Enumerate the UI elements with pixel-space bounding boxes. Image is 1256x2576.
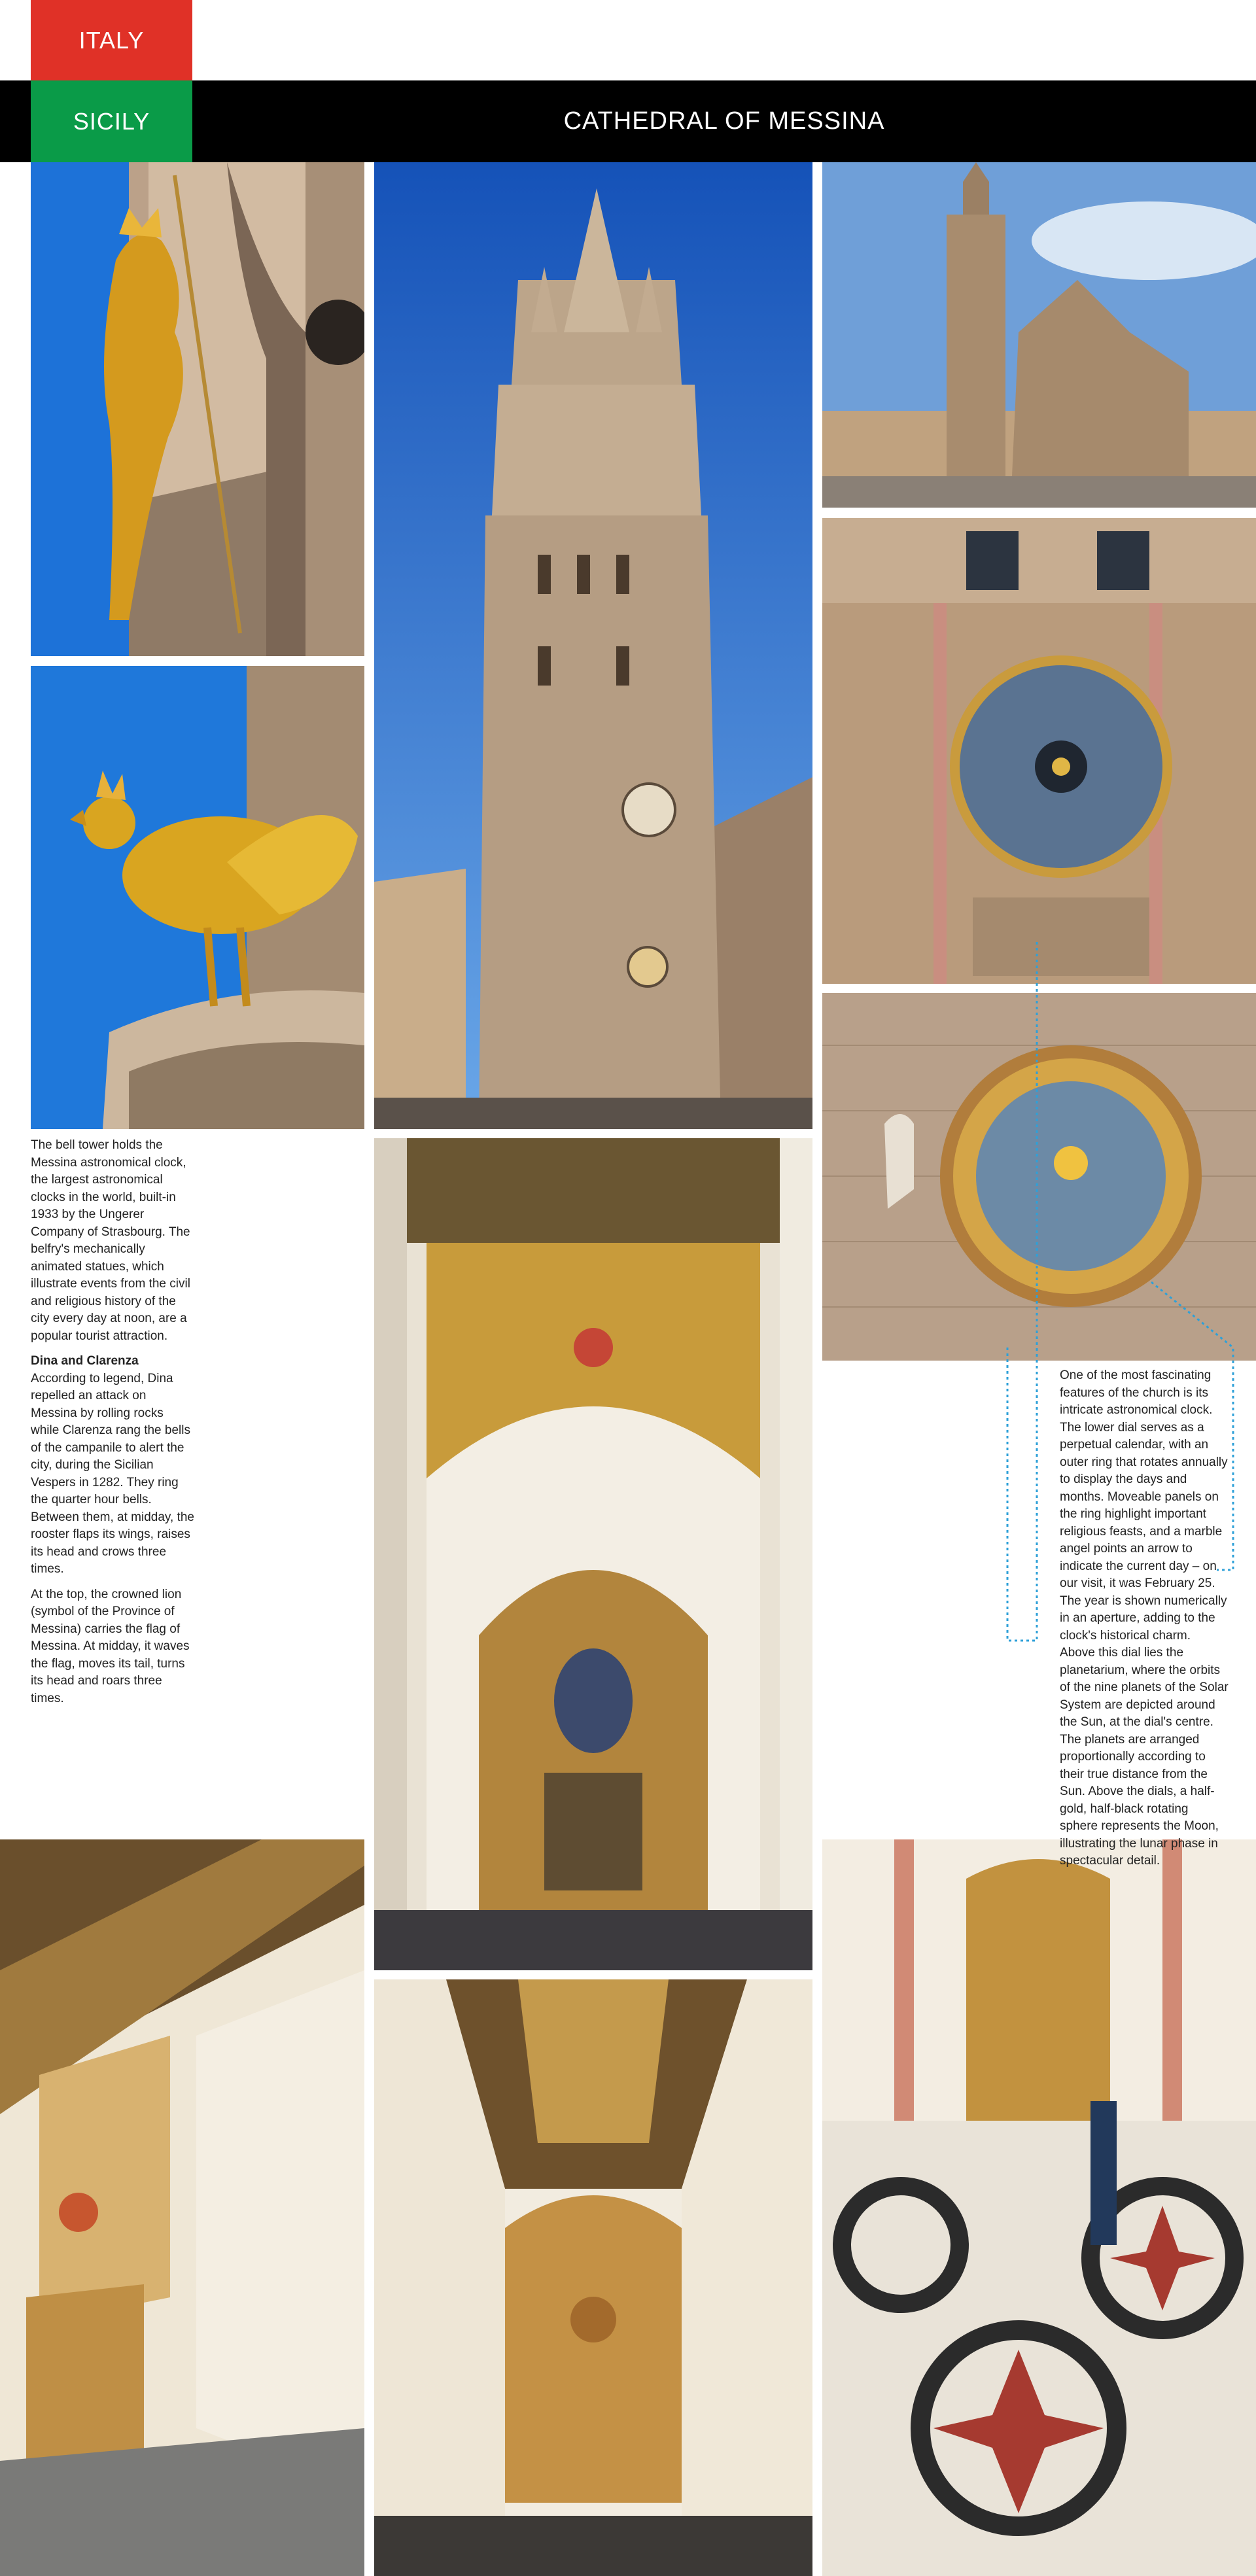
photo-apse-mosaic (374, 1138, 812, 1970)
right-text-column (1060, 1367, 1229, 1878)
region-tag: SICILY (31, 80, 192, 162)
country-tag: ITALY (31, 0, 192, 80)
photo-inlaid-floor (822, 1839, 1256, 2576)
photo-golden-rooster (31, 666, 364, 1129)
photo-cathedral-facade (822, 162, 1256, 508)
photo-bell-tower (374, 162, 812, 1129)
photo-nave-center (374, 1979, 812, 2576)
bell-tower-paragraph: The bell tower holds the Messina astronomical clock, the largest astronomical clocks in the world, built-in 1933 by the Ungerer Company of Strasbourg. The belfry's mechanically animated statues, which illustrate events from the civil and religious history of the city every day at noon, are a popular tourist attraction. (31, 1138, 190, 1343)
lion-paragraph: At the top, the crowned lion (symbol of the Province of Messina) carries the flag of Messina. At midday, it waves the flag, moves its tail, turns its head and roars three times. (31, 1587, 190, 1705)
left-text-column (31, 1137, 194, 1715)
page-title: CATHEDRAL OF MESSINA (563, 107, 885, 135)
legend-heading: Dina and Clarenza (31, 1354, 139, 1368)
legend-paragraph: According to legend, Dina repelled an attack on Messina by rolling rocks while Clarenza rang the bells of the campanile to alert the city, during the Sicilian Vespers in 1282. They ring the quarter hour bells. Between them, at midday, the rooster flaps its wings, raises its head and crows three times. (31, 1371, 194, 1576)
astronomical-clock-paragraph: One of the most fascinating features of the church is its intricate astronomical clock. The lower dial serves as a perpetual calendar, with an outer ring that rotates annually to display the days and months. Moveable panels on the ring highlight important religious feasts, and a marble angel points an arrow to indicate the current day – on our visit, it was February 25. The year is shown numerically in an aperture, adding to the clock's historical charm. Above this dial lies the planetarium, where the orbits of the nine planets of the Solar System are depicted around the Sun, at the dial's centre. The planets are arranged proportionally according to their true distance from the Sun. Above the dials, a half-gold, half-black rotating sphere represents the Moon, illustrating the lunar phase in spectacular detail. (1060, 1368, 1229, 1868)
photo-planetarium-dial (822, 518, 1256, 984)
photo-golden-lion (31, 162, 364, 656)
photo-nave-left (0, 1839, 364, 2576)
photo-calendar-dial (822, 993, 1256, 1361)
